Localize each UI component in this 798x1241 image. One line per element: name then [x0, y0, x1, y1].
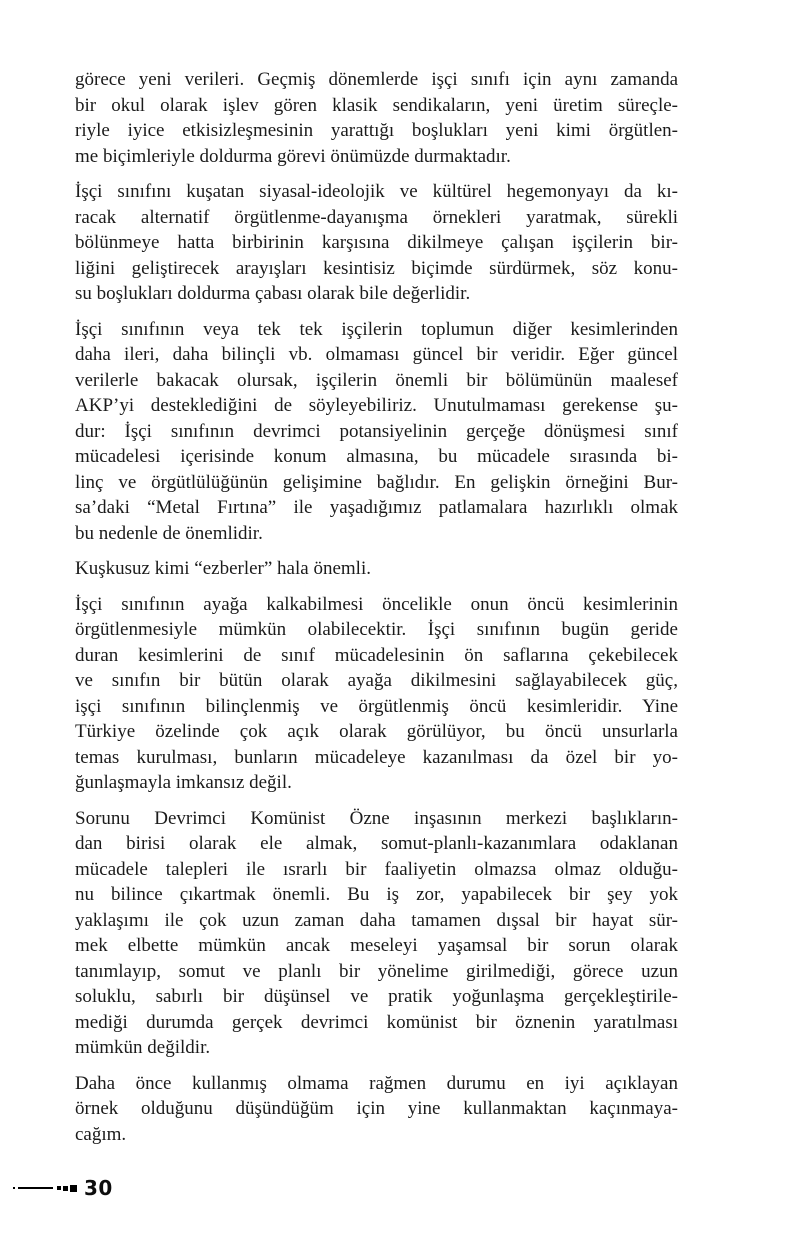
text-line: ve sınıfın bir bütün olarak ayağa dikilmesini sağlayabilecek güç, — [75, 670, 678, 691]
text-line: örnek olduğunu düşündüğüm için yine kullanmaktan kaçınmaya- — [75, 1098, 678, 1119]
paragraph — [75, 806, 678, 1061]
text-line: me biçimleriyle doldurma görevi önümüzde durmaktadır. — [75, 145, 511, 167]
text-line: bölünmeye hatta birbirinin karşısına dikilmeye çalışan işçilerin bir- — [75, 232, 678, 253]
text-line: yaklaşımı ile çok uzun zaman daha tamamen dışsal bir hayat sür- — [75, 909, 678, 931]
text-line: AKP’yi desteklediğini de söyleyebiliriz. Unutulmaması gerekense şu- — [75, 395, 678, 416]
text-line: sa’daki “Metal Fırtına” ile yaşadığımız patlamalara hazırlıklı olmak — [75, 497, 678, 518]
text-line: Kuşkusuz kimi “ezberler” hala önemli. — [75, 558, 371, 579]
text-line: cağım. — [75, 1123, 127, 1145]
text-line: mücadelesi içerisinde konum almasına, bu mücadele sırasında bi- — [75, 446, 678, 467]
footer-rule — [18, 1187, 53, 1189]
text-line: soluklu, sabırlı bir düşünsel ve pratik yoğunlaşma gerçekleştirile- — [75, 986, 678, 1007]
text-line: racak alternatif örgütlenme-dayanışma örnekleri yaratmak, sürekli — [75, 206, 678, 228]
text-line: Sorunu Devrimci Komünist Özne inşasının merkezi başlıkların- — [75, 807, 678, 829]
paragraph — [75, 1071, 678, 1148]
text-line: Daha önce kullanmış olmama rağmen durumu en iyi açıklayan — [75, 1072, 678, 1094]
text-line: İşçi sınıfının ayağa kalkabilmesi öncelikle onun öncü kesimlerinin — [75, 593, 678, 615]
text-line: temas kurulması, bunların mücadeleye kazanılması da özel bir yo- — [75, 746, 678, 768]
text-line: liğini geliştirecek arayışları kesintisiz biçimde sürdürmek, söz konu- — [75, 257, 678, 279]
paragraph — [75, 67, 678, 169]
footer-square-large-icon — [70, 1185, 77, 1192]
text-line: mümkün değildir. — [75, 1037, 211, 1058]
text-line: daha ileri, daha bilinçli vb. olmaması güncel bir veridir. Eğer güncel — [75, 344, 678, 365]
text-line: dur: İşçi sınıfının devrimci potansiyelinin gerçeğe dönüşmesi sınıf — [75, 420, 678, 442]
paragraph — [75, 592, 678, 796]
text-line: linç ve örgütlülüğünün gelişimine bağlıdır. En gelişkin örneğini Bur- — [75, 471, 678, 493]
text-line: ğunlaşmayla imkansız değil. — [75, 772, 292, 793]
text-line: işçi sınıfının bilinçlenmiş ve örgütlenmiş öncü kesimleridir. Yine — [75, 695, 678, 717]
text-line: nu bilince çıkartmak önemli. Bu iş zor, yapabilecek bir şey yok — [75, 884, 678, 905]
paragraph — [75, 317, 678, 547]
text-line: bir okul olarak işlev gören klasik sendikaların, yeni üretim süreçle- — [75, 94, 678, 116]
text-line: su boşlukları doldurma çabası olarak bile değerlidir. — [75, 283, 471, 304]
text-line: görece yeni verileri. Geçmiş dönemlerde işçi sınıfı için aynı zamanda — [75, 69, 678, 90]
text-line: mücadele talepleri ile ısrarlı bir faaliyetin olmazsa olmaz olduğu- — [75, 858, 678, 880]
page-number: 30 — [84, 1176, 113, 1200]
paragraph — [75, 556, 678, 582]
page-footer — [13, 1178, 113, 1198]
footer-dot-icon — [13, 1187, 15, 1189]
footer-square-medium-icon — [63, 1186, 68, 1191]
text-line: İşçi sınıfını kuşatan siyasal-ideolojik ve kültürel hegemonyayı da kı- — [75, 181, 678, 202]
text-line: dan birisi olarak ele almak, somut-planlı-kazanımlara odaklanan — [75, 833, 678, 854]
text-line: duran kesimlerini de sınıf mücadelesinin ön saflarına çekebilecek — [75, 644, 678, 666]
text-line: Türkiye özelinde çok açık olarak görülüyor, bu öncü unsurlarla — [75, 721, 678, 742]
text-line: riyle iyice etkisizleşmesinin yarattığı boşlukları yeni kimi örgütlen- — [75, 120, 678, 141]
text-line: İşçi sınıfının veya tek tek işçilerin toplumun diğer kesimlerinden — [75, 318, 678, 340]
text-line: mediği durumda gerçek devrimci komünist bir öznenin yaratılması — [75, 1011, 678, 1033]
text-line: örgütlenmesiyle mümkün olabilecektir. İşçi sınıfının bugün geride — [75, 619, 678, 640]
footer-square-small-icon — [57, 1186, 61, 1190]
text-line: bu nedenle de önemlidir. — [75, 522, 263, 544]
text-line: tanımlayıp, somut ve planlı bir yönelime girilmediği, görece uzun — [75, 960, 678, 982]
text-line: mek elbette mümkün ancak meseleyi yaşamsal bir sorun olarak — [75, 935, 678, 956]
paragraph — [75, 179, 678, 307]
text-line: verilerle bakacak olursak, işçilerin önemli bir bölümünün maalesef — [75, 369, 678, 391]
page-text — [75, 67, 678, 1147]
